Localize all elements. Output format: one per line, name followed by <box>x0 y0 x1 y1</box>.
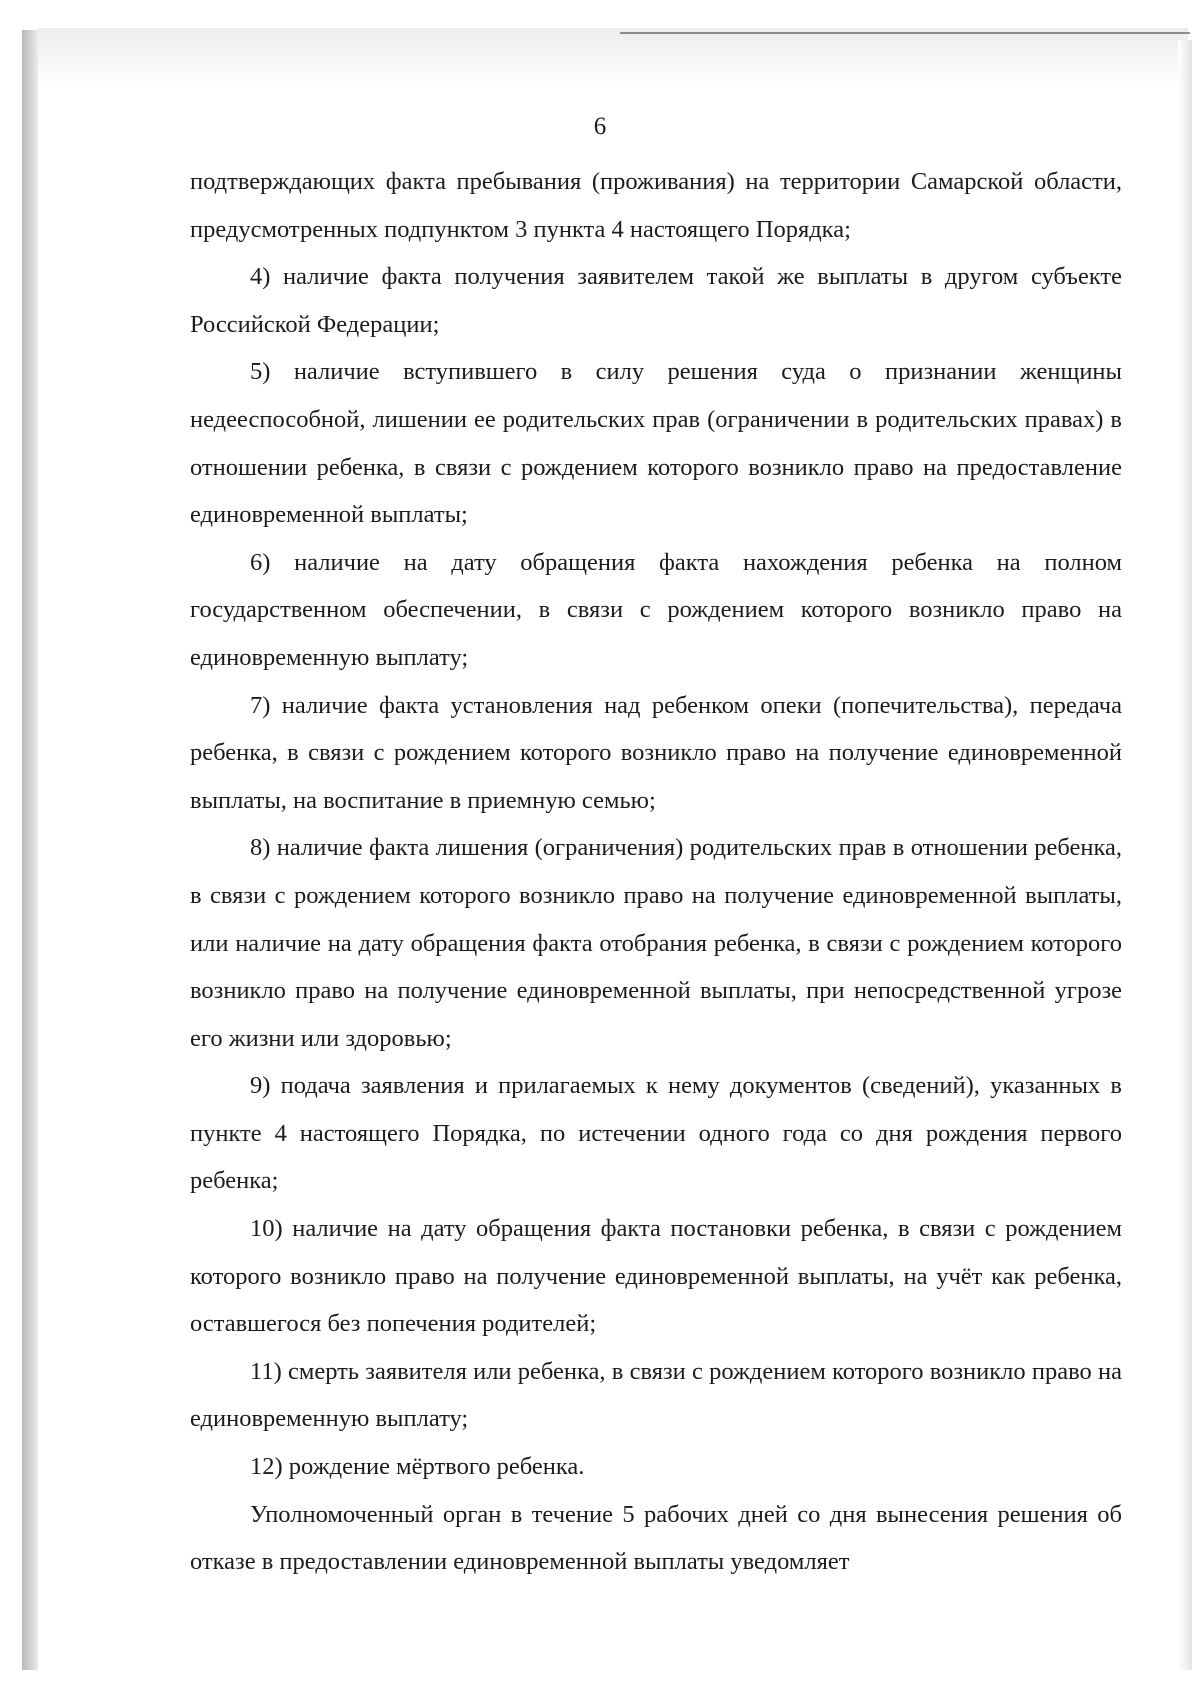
list-item-9: 9) подача заявления и прилагаемых к нему документов (сведений), указанных в пункте 4 настоящего Порядка, по истечении одного года со дня рождения первого ребенка; <box>190 1072 1122 1195</box>
list-item-12: 12) рождение мёртвого ребенка. <box>250 1453 585 1481</box>
list-item-6: 6) наличие на дату обращения факта нахождения ребенка на полном государственном обеспечении, в связи с рождением которого возникло право на единовременную выплату; <box>190 548 1122 671</box>
paragraph-continuation: подтверждающих факта пребывания (проживания) на территории Самарской области, предусмотренных подпунктом 3 пункта 4 настоящего Порядка; <box>190 168 1122 243</box>
list-item-7: 7) наличие факта установления над ребенком опеки (попечительства), передача ребенка, в связи с рождением которого возникло право на получение единовременной выплаты, на воспитание в приемную семью; <box>190 691 1122 814</box>
paragraph-notification: Уполномоченный орган в течение 5 рабочих дней со дня вынесения решения об отказе в предоставлении единовременной выплаты уведомляет <box>190 1500 1122 1576</box>
list-item-5: 5) наличие вступившего в силу решения суда о признании женщины недееспособной, лишении ее родительских прав (ограничении в родительских правах) в отношении ребенка, в связи с рождением которого возникло право на предоставление единовременной выплаты; <box>190 358 1122 529</box>
list-item-10: 10) наличие на дату обращения факта постановки ребенка, в связи с рождением которого возникло право на получение единовременной выплаты, на учёт как ребенка, оставшегося без попечения родителей; <box>190 1215 1122 1338</box>
list-item-11: 11) смерть заявителя или ребенка, в связи с рождением которого возникло право на единовременную выплату; <box>190 1357 1122 1433</box>
list-item-8: 8) наличие факта лишения (ограничения) родительских прав в отношении ребенка, в связи с рождением которого возникло право на получение единовременной выплаты, или наличие на дату обращения факта отобрания ребенка, в связи с рождением которого возникло право на получение единовременной выплаты, при непосредственной угрозе его жизни или здоровью; <box>190 834 1122 1052</box>
page-number: 6 <box>593 113 607 140</box>
document-body <box>190 158 1122 1586</box>
list-item-4: 4) наличие факта получения заявителем такой же выплаты в другом субъекте Российской Федерации; <box>190 263 1122 338</box>
